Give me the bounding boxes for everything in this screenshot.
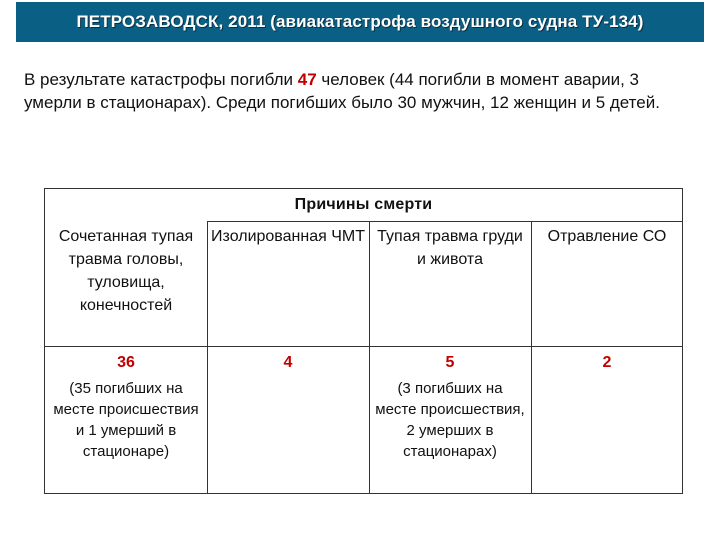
intro-text-before: В результате катастрофы погибли [24,70,298,89]
note-chest-abdomen-trauma: (3 погибших на месте происшествия, 2 умерших в стационарах) [375,380,525,460]
value-co-poisoning: 2 [602,354,612,371]
column-divider-3 [531,221,532,493]
value-chest-abdomen-trauma: 5 [445,354,455,371]
causes-of-death-table [44,188,683,494]
note-combined-trauma: (35 погибших на месте происшествия и 1 умерший в стационаре) [53,380,199,460]
column-header-combined-trauma: Сочетанная тупая травма головы, туловища, конечностей [58,228,194,314]
death-count-highlight: 47 [297,70,317,89]
table-caption: Причины смерти [294,196,433,213]
header-value-divider [45,346,682,347]
caption-divider [207,221,682,222]
intro-paragraph [24,68,684,114]
column-divider-2 [369,221,370,493]
column-header-isolated-tbi: Изолированная ЧМТ [211,228,365,245]
value-isolated-tbi: 4 [283,354,293,371]
column-header-co-poisoning: Отравление СО [547,228,667,245]
column-header-chest-abdomen-trauma: Тупая травма груди и живота [377,228,523,268]
intro-text-after: человек (44 погибли в момент аварии, 3 умерли в стационарах). Среди погибших было 30 мужчин, 12 женщин и 5 детей. [24,70,660,112]
slide-title: ПЕТРОЗАВОДСК, 2011 (авиакатастрофа воздушного судна ТУ-134) [16,2,704,42]
column-divider-1 [207,221,208,493]
value-combined-trauma: 36 [117,354,135,371]
